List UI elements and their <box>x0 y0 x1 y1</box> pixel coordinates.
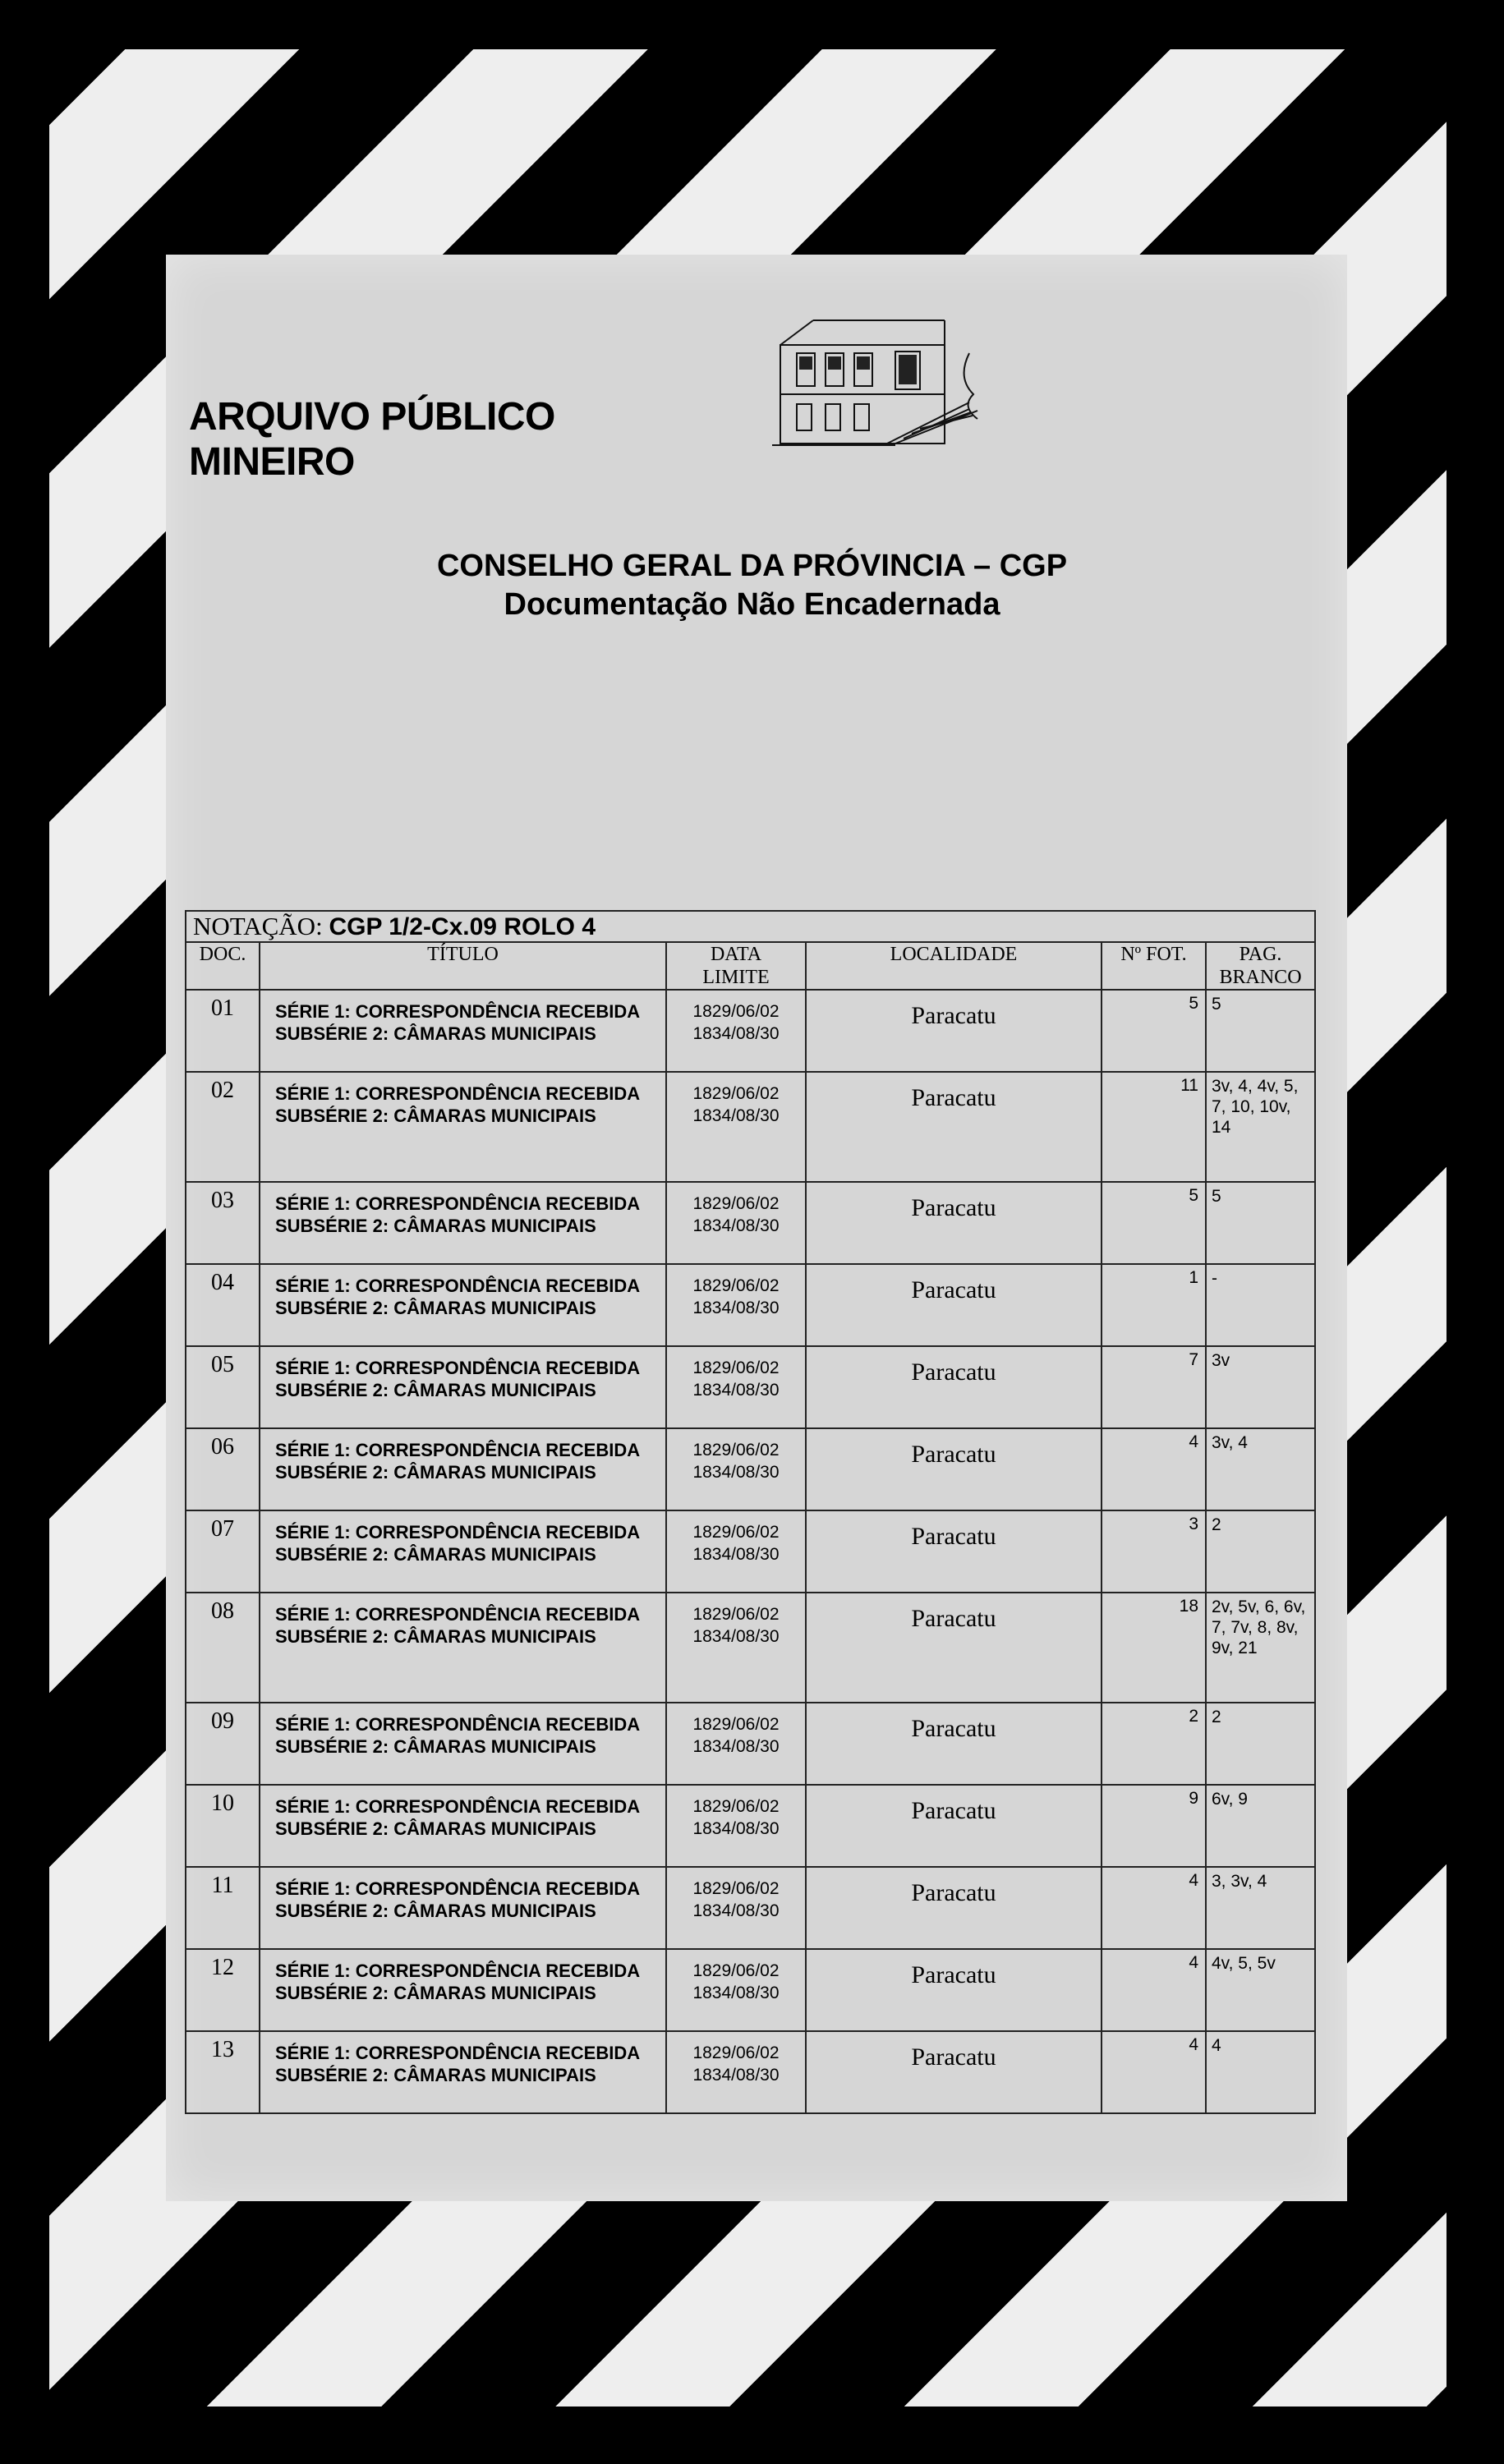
doc-blank-pages: 3, 3v, 4 <box>1206 1867 1315 1949</box>
doc-number: 05 <box>186 1346 260 1428</box>
doc-date-range <box>666 1072 806 1182</box>
doc-subseries: SUBSÉRIE 2: CÂMARAS MUNICIPAIS <box>275 1544 596 1565</box>
doc-subseries: SUBSÉRIE 2: CÂMARAS MUNICIPAIS <box>275 2065 596 2085</box>
doc-subseries: SUBSÉRIE 2: CÂMARAS MUNICIPAIS <box>275 1298 596 1318</box>
doc-subseries: SUBSÉRIE 2: CÂMARAS MUNICIPAIS <box>275 1380 596 1400</box>
doc-title <box>260 1264 666 1346</box>
doc-title <box>260 1703 666 1785</box>
doc-date-end: 1834/08/30 <box>692 1819 780 1838</box>
doc-number: 08 <box>186 1593 260 1703</box>
doc-date-range <box>666 1510 806 1593</box>
doc-number: 01 <box>186 990 260 1072</box>
doc-locality: Paracatu <box>806 990 1102 1072</box>
notation-label: NOTAÇÃO: <box>193 912 323 940</box>
table-row <box>186 1949 1315 2031</box>
doc-subseries: SUBSÉRIE 2: CÂMARAS MUNICIPAIS <box>275 1216 596 1236</box>
doc-photo-count: 3 <box>1102 1510 1206 1593</box>
doc-date-range <box>666 1593 806 1703</box>
doc-series: SÉRIE 1: CORRESPONDÊNCIA RECEBIDA <box>275 1714 641 1735</box>
table-body <box>186 990 1315 2113</box>
table-row <box>186 1510 1315 1593</box>
table-row <box>186 1346 1315 1428</box>
doc-number: 02 <box>186 1072 260 1182</box>
doc-date-end: 1834/08/30 <box>692 1463 780 1482</box>
doc-photo-count: 11 <box>1102 1072 1206 1182</box>
doc-subseries: SUBSÉRIE 2: CÂMARAS MUNICIPAIS <box>275 1736 596 1757</box>
doc-date-end: 1834/08/30 <box>692 1024 780 1043</box>
doc-photo-count: 4 <box>1102 1867 1206 1949</box>
doc-subseries: SUBSÉRIE 2: CÂMARAS MUNICIPAIS <box>275 1106 596 1126</box>
doc-series: SÉRIE 1: CORRESPONDÊNCIA RECEBIDA <box>275 1193 641 1214</box>
doc-locality: Paracatu <box>806 1593 1102 1703</box>
col-photos-header: Nº FOT. <box>1102 942 1206 990</box>
notation-row <box>186 911 1315 942</box>
frame-right <box>1447 0 1504 2464</box>
doc-date-start: 1829/06/02 <box>692 1084 780 1103</box>
doc-date-start: 1829/06/02 <box>692 2043 780 2062</box>
doc-subseries: SUBSÉRIE 2: CÂMARAS MUNICIPAIS <box>275 1023 596 1044</box>
col-locality-header: LOCALIDADE <box>806 942 1102 990</box>
doc-locality: Paracatu <box>806 1264 1102 1346</box>
notation-value: CGP 1/2-Cx.09 ROLO 4 <box>329 913 596 940</box>
doc-photo-count: 5 <box>1102 1182 1206 1264</box>
doc-date-range <box>666 2031 806 2113</box>
table-row <box>186 990 1315 1072</box>
doc-subseries: SUBSÉRIE 2: CÂMARAS MUNICIPAIS <box>275 1626 596 1647</box>
doc-blank-pages: 4v, 5, 5v <box>1206 1949 1315 2031</box>
doc-date-start: 1829/06/02 <box>692 1961 780 1980</box>
archive-building-logo <box>764 304 994 476</box>
doc-date-range <box>666 1264 806 1346</box>
doc-blank-pages: 4 <box>1206 2031 1315 2113</box>
doc-series: SÉRIE 1: CORRESPONDÊNCIA RECEBIDA <box>275 2043 641 2063</box>
doc-series: SÉRIE 1: CORRESPONDÊNCIA RECEBIDA <box>275 1796 641 1817</box>
doc-subseries: SUBSÉRIE 2: CÂMARAS MUNICIPAIS <box>275 1818 596 1839</box>
doc-number: 13 <box>186 2031 260 2113</box>
doc-series: SÉRIE 1: CORRESPONDÊNCIA RECEBIDA <box>275 1358 641 1378</box>
table-header-row <box>186 942 1315 990</box>
doc-photo-count: 1 <box>1102 1264 1206 1346</box>
doc-blank-pages: - <box>1206 1264 1315 1346</box>
doc-locality: Paracatu <box>806 1703 1102 1785</box>
doc-photo-count: 4 <box>1102 2031 1206 2113</box>
doc-subseries: SUBSÉRIE 2: CÂMARAS MUNICIPAIS <box>275 1462 596 1483</box>
doc-locality: Paracatu <box>806 1785 1102 1867</box>
documents-table <box>185 910 1316 2114</box>
doc-locality: Paracatu <box>806 1346 1102 1428</box>
doc-locality: Paracatu <box>806 1072 1102 1182</box>
doc-series: SÉRIE 1: CORRESPONDÊNCIA RECEBIDA <box>275 1083 641 1104</box>
doc-date-end: 1834/08/30 <box>692 2066 780 2085</box>
doc-date-end: 1834/08/30 <box>692 1737 780 1756</box>
doc-date-start: 1829/06/02 <box>692 1358 780 1377</box>
doc-photo-count: 4 <box>1102 1949 1206 2031</box>
doc-date-start: 1829/06/02 <box>692 1605 780 1624</box>
doc-date-end: 1834/08/30 <box>692 1216 780 1235</box>
doc-date-end: 1834/08/30 <box>692 1299 780 1317</box>
doc-title <box>260 1346 666 1428</box>
doc-number: 11 <box>186 1867 260 1949</box>
doc-date-range <box>666 1867 806 1949</box>
table-row <box>186 1072 1315 1182</box>
doc-locality: Paracatu <box>806 1428 1102 1510</box>
doc-date-end: 1834/08/30 <box>692 1984 780 2002</box>
doc-blank-pages: 2 <box>1206 1703 1315 1785</box>
doc-title <box>260 1182 666 1264</box>
doc-blank-pages: 2 <box>1206 1510 1315 1593</box>
doc-date-range <box>666 1703 806 1785</box>
doc-title <box>260 1949 666 2031</box>
doc-date-range <box>666 1949 806 2031</box>
doc-photo-count: 18 <box>1102 1593 1206 1703</box>
doc-date-range <box>666 1428 806 1510</box>
doc-series: SÉRIE 1: CORRESPONDÊNCIA RECEBIDA <box>275 1961 641 1981</box>
doc-series: SÉRIE 1: CORRESPONDÊNCIA RECEBIDA <box>275 1878 641 1899</box>
collection-title: CONSELHO GERAL DA PRÓVINCIA – CGP <box>436 549 1068 583</box>
doc-date-start: 1829/06/02 <box>692 1002 780 1021</box>
doc-series: SÉRIE 1: CORRESPONDÊNCIA RECEBIDA <box>275 1522 641 1542</box>
col-title-header: TÍTULO <box>260 942 666 990</box>
doc-photo-count: 5 <box>1102 990 1206 1072</box>
doc-series: SÉRIE 1: CORRESPONDÊNCIA RECEBIDA <box>275 1001 641 1022</box>
doc-number: 09 <box>186 1703 260 1785</box>
doc-title <box>260 1428 666 1510</box>
doc-blank-pages: 5 <box>1206 1182 1315 1264</box>
doc-locality: Paracatu <box>806 1867 1102 1949</box>
table-row <box>186 1703 1315 1785</box>
doc-date-end: 1834/08/30 <box>692 1627 780 1646</box>
doc-series: SÉRIE 1: CORRESPONDÊNCIA RECEBIDA <box>275 1604 641 1625</box>
doc-blank-pages: 5 <box>1206 990 1315 1072</box>
doc-locality: Paracatu <box>806 1182 1102 1264</box>
doc-date-range <box>666 990 806 1072</box>
doc-title <box>260 1593 666 1703</box>
doc-date-range <box>666 1346 806 1428</box>
doc-subseries: SUBSÉRIE 2: CÂMARAS MUNICIPAIS <box>275 1983 596 2003</box>
doc-date-start: 1829/06/02 <box>692 1797 780 1816</box>
doc-date-end: 1834/08/30 <box>692 1106 780 1125</box>
doc-number: 07 <box>186 1510 260 1593</box>
table-row <box>186 1785 1315 1867</box>
doc-number: 04 <box>186 1264 260 1346</box>
doc-series: SÉRIE 1: CORRESPONDÊNCIA RECEBIDA <box>275 1276 641 1296</box>
doc-date-start: 1829/06/02 <box>692 1879 780 1898</box>
doc-number: 03 <box>186 1182 260 1264</box>
table-row <box>186 1593 1315 1703</box>
doc-date-start: 1829/06/02 <box>692 1194 780 1213</box>
doc-number: 10 <box>186 1785 260 1867</box>
doc-date-start: 1829/06/02 <box>692 1276 780 1295</box>
doc-title <box>260 1510 666 1593</box>
doc-photo-count: 7 <box>1102 1346 1206 1428</box>
col-blank-header: PAG. BRANCO <box>1206 942 1315 990</box>
doc-title <box>260 2031 666 2113</box>
doc-series: SÉRIE 1: CORRESPONDÊNCIA RECEBIDA <box>275 1440 641 1460</box>
doc-date-range <box>666 1182 806 1264</box>
doc-date-end: 1834/08/30 <box>692 1901 780 1920</box>
frame-top <box>0 0 1504 49</box>
frame-left <box>0 0 49 2464</box>
doc-title <box>260 1785 666 1867</box>
institution-name: ARQUIVO PÚBLICO MINEIRO <box>189 395 555 484</box>
table-row <box>186 1182 1315 1264</box>
doc-title <box>260 1867 666 1949</box>
doc-photo-count: 2 <box>1102 1703 1206 1785</box>
frame-bottom <box>0 2407 1504 2464</box>
doc-date-start: 1829/06/02 <box>692 1715 780 1734</box>
doc-blank-pages: 3v <box>1206 1346 1315 1428</box>
doc-date-end: 1834/08/30 <box>692 1545 780 1564</box>
doc-title <box>260 1072 666 1182</box>
doc-blank-pages: 3v, 4, 4v, 5, 7, 10, 10v, 14 <box>1206 1072 1315 1182</box>
doc-blank-pages: 6v, 9 <box>1206 1785 1315 1867</box>
table-row <box>186 2031 1315 2113</box>
doc-date-range <box>666 1785 806 1867</box>
doc-date-end: 1834/08/30 <box>692 1381 780 1400</box>
table-row <box>186 1264 1315 1346</box>
notation-cell <box>186 911 1315 942</box>
doc-date-start: 1829/06/02 <box>692 1523 780 1542</box>
collection-subtitle: Documentação Não Encadernada <box>504 587 1000 622</box>
col-date-header: DATA LIMITE <box>666 942 806 990</box>
table-row <box>186 1867 1315 1949</box>
doc-subseries: SUBSÉRIE 2: CÂMARAS MUNICIPAIS <box>275 1901 596 1921</box>
doc-number: 06 <box>186 1428 260 1510</box>
doc-photo-count: 9 <box>1102 1785 1206 1867</box>
doc-locality: Paracatu <box>806 2031 1102 2113</box>
doc-blank-pages: 2v, 5v, 6, 6v, 7, 7v, 8, 8v, 9v, 21 <box>1206 1593 1315 1703</box>
doc-photo-count: 4 <box>1102 1428 1206 1510</box>
doc-title <box>260 990 666 1072</box>
doc-number: 12 <box>186 1949 260 2031</box>
doc-locality: Paracatu <box>806 1949 1102 2031</box>
table-row <box>186 1428 1315 1510</box>
doc-locality: Paracatu <box>806 1510 1102 1593</box>
doc-date-start: 1829/06/02 <box>692 1441 780 1460</box>
doc-blank-pages: 3v, 4 <box>1206 1428 1315 1510</box>
col-doc-header: DOC. <box>186 942 260 990</box>
